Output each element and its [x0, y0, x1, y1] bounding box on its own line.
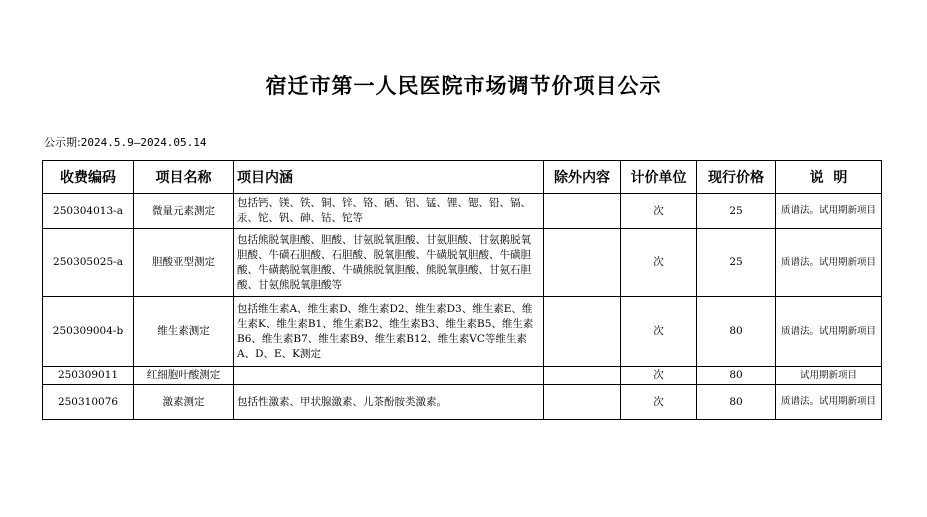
header-price: 现行价格	[697, 161, 776, 194]
cell-content	[234, 367, 544, 385]
cell-name: 激素测定	[134, 385, 234, 420]
table-row	[43, 367, 882, 385]
cell-content: 包括钙、镁、铁、铜、锌、铬、硒、铝、锰、锂、锶、铅、镉、汞、铊、钒、砷、钴、铊等	[234, 194, 544, 229]
cell-excluded	[544, 385, 621, 420]
table-row	[43, 229, 882, 297]
cell-price: 80	[697, 385, 776, 420]
cell-code: 250305025-a	[43, 229, 134, 297]
cell-price: 25	[697, 229, 776, 297]
price-table	[42, 160, 882, 420]
cell-price: 80	[697, 297, 776, 367]
header-excluded: 除外内容	[544, 161, 621, 194]
cell-unit: 次	[621, 297, 697, 367]
cell-note: 质谱法。试用期新项目	[776, 297, 882, 367]
cell-content: 包括熊脱氧胆酸、胆酸、甘氨脱氧胆酸、甘氨胆酸、甘氨鹅脱氧胆酸、牛磺石胆酸、石胆酸、脱氧胆酸、牛磺脱氧胆酸、牛磺胆酸、牛磺鹅脱氧胆酸、牛磺熊脱氧胆酸、熊脱氧胆酸、甘氨石胆酸、甘氨熊脱氧胆酸等	[234, 229, 544, 297]
cell-excluded	[544, 229, 621, 297]
cell-note: 质谱法。试用期新项目	[776, 229, 882, 297]
table-row	[43, 194, 882, 229]
cell-code: 250309011	[43, 367, 134, 385]
cell-name: 胆酸亚型测定	[134, 229, 234, 297]
cell-name: 维生素测定	[134, 297, 234, 367]
cell-note: 试用期新项目	[776, 367, 882, 385]
header-unit: 计价单位	[621, 161, 697, 194]
cell-excluded	[544, 194, 621, 229]
cell-note: 质谱法。试用期新项目	[776, 194, 882, 229]
cell-code: 250310076	[43, 385, 134, 420]
cell-excluded	[544, 367, 621, 385]
table-header-row	[43, 161, 882, 194]
cell-unit: 次	[621, 229, 697, 297]
cell-excluded	[544, 297, 621, 367]
cell-code: 250304013-a	[43, 194, 134, 229]
cell-name: 红细胞叶酸测定	[134, 367, 234, 385]
cell-note: 质谱法。试用期新项目	[776, 385, 882, 420]
page-title: 宿迁市第一人民医院市场调节价项目公示	[265, 73, 662, 98]
cell-price: 25	[697, 194, 776, 229]
table-row	[43, 385, 882, 420]
header-content: 项目内涵	[234, 161, 544, 194]
cell-name: 微量元素测定	[134, 194, 234, 229]
cell-unit: 次	[621, 194, 697, 229]
cell-code: 250309004-b	[43, 297, 134, 367]
period-label: 公示期:	[44, 136, 81, 149]
publication-period	[44, 134, 207, 150]
header-note: 说 明	[776, 161, 882, 194]
header-name: 项目名称	[134, 161, 234, 194]
cell-content: 包括性激素、甲状腺激素、儿茶酚胺类激素。	[234, 385, 544, 420]
cell-unit: 次	[621, 367, 697, 385]
header-code: 收费编码	[43, 161, 134, 194]
cell-unit: 次	[621, 385, 697, 420]
cell-price: 80	[697, 367, 776, 385]
period-value: 2024.5.9—2024.05.14	[80, 136, 207, 149]
cell-content: 包括维生素A、维生素D、维生素D2、维生素D3、维生素E、维生素K、维生素B1、维生素B2、维生素B3、维生素B5、维生素B6、维生素B7、维生素B9、维生素B12、维生素VC等维生素A、D、E、K测定	[234, 297, 544, 367]
table-row	[43, 297, 882, 367]
